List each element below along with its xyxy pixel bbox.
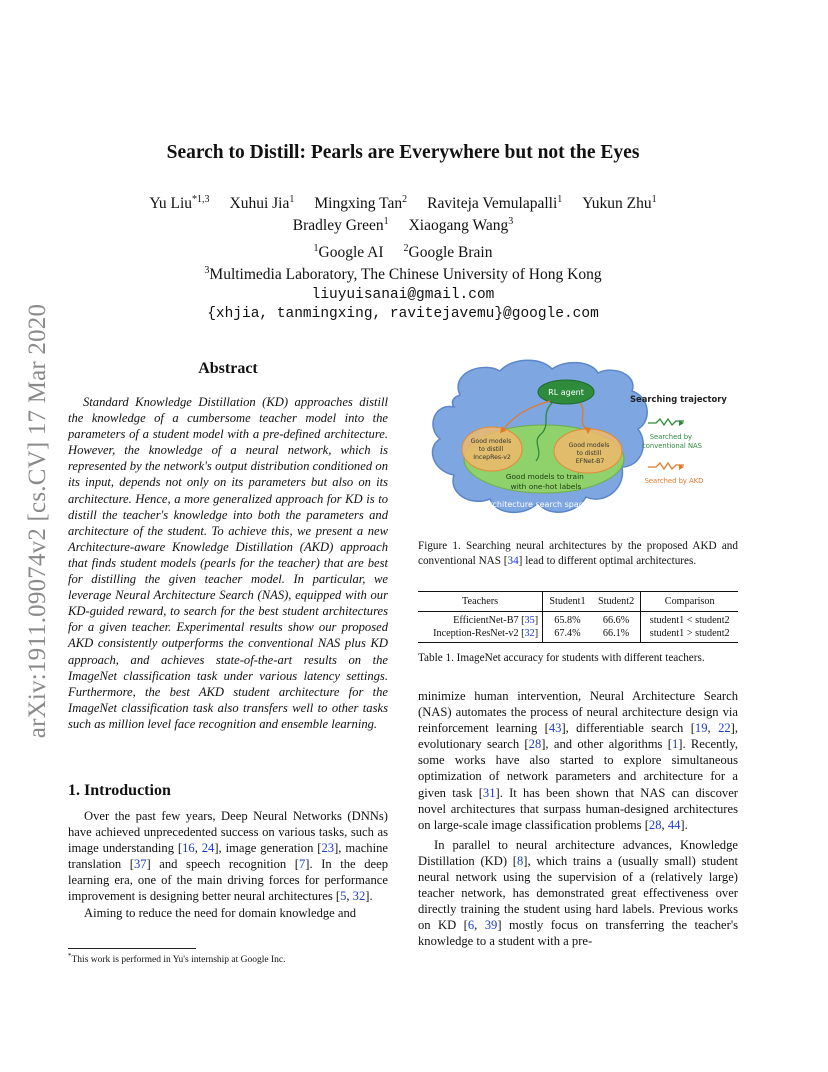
introduction-heading: 1. Introduction: [68, 782, 171, 799]
citation-link[interactable]: 1: [671, 737, 679, 752]
citation-link[interactable]: 44: [667, 817, 681, 832]
table-header-row: [418, 592, 738, 612]
author-sup: 1: [557, 194, 563, 205]
citation-link[interactable]: 35: [524, 615, 535, 626]
affiliations-line-2: [60, 265, 746, 284]
footnote-text: This work is performed in Yu's internship at Google Inc.: [71, 955, 286, 966]
table-cell-teacher: EfficientNet-B7 [35]: [418, 612, 543, 628]
author-entry: [409, 217, 514, 234]
citation-link[interactable]: 34: [507, 555, 519, 567]
incepres-label: Good models to distill IncepRes-v2: [470, 438, 512, 461]
citation-link[interactable]: 24: [201, 841, 215, 856]
author-name: Bradley Green: [292, 217, 384, 235]
footnote-rule: [68, 948, 196, 949]
author-sup: 1: [383, 216, 389, 227]
table-cell-teacher: Inception-ResNet-v2 [32]: [418, 627, 543, 643]
citation-link[interactable]: 6: [467, 918, 475, 933]
table-cell-comparison: student1 > student2: [641, 627, 738, 643]
affil-sup: 3: [204, 265, 210, 276]
table-header-comparison: Comparison: [641, 592, 738, 612]
table-header-teachers: Teachers: [418, 592, 543, 612]
citation-link[interactable]: 37: [133, 857, 147, 872]
citation-link[interactable]: 19: [694, 721, 708, 736]
efnet-label: Good models to distill EFNet-B7: [568, 442, 610, 465]
citation-link[interactable]: 16: [182, 841, 195, 856]
author-name: Xiaogang Wang: [408, 217, 509, 235]
abstract-heading: Abstract: [198, 360, 258, 377]
intro-paragraph-1: Over the past few years, Deep Neural Networks (DNNs) have achieved unprecedented success on various tasks, such as image understanding [16, 24], image generation [23], machine translation [37] and speech recognition [7]. In the deep learning era, one of the main driving forces for performance improvement is designing better neural architectures [5, 32].: [68, 809, 388, 904]
author-name: Yukun Zhu: [582, 195, 652, 213]
citation-link[interactable]: 31: [482, 785, 496, 800]
author-name: Mingxing Tan: [314, 195, 403, 213]
author-sup: 3: [508, 216, 514, 227]
teacher-name: Inception-ResNet-v2: [433, 628, 519, 639]
citation-link[interactable]: 8: [516, 853, 524, 868]
right-paragraph-1: minimize human intervention, Neural Architecture Search (NAS) automates the process of neural architecture design via reinforcement learning [43], differentiable search [19, 22], evolutionary search [28], and other algorithms [1]. Recently, some works have also started to explore simultaneous optimization of network parameters and architecture for a given task [31]. It has been shown that NAS can discover novel architectures that surpass human-designed architectures on large-scale image classification problems [28, 44].: [418, 689, 739, 832]
author-sup: *1,3: [192, 194, 210, 205]
intro-paragraph-2: Aiming to reduce the need for domain knowledge and: [84, 905, 357, 920]
footnote-mark: *: [68, 952, 72, 960]
author-name: Raviteja Vemulapalli: [427, 195, 558, 213]
figure-1-caption: Figure 1. Searching neural architectures by the proposed AKD and conventional NAS [34] lead to different optimal architectures.: [418, 540, 738, 567]
table-row: [418, 612, 738, 628]
author-sup: 2: [402, 194, 408, 205]
author-entry: [404, 244, 493, 261]
citation-link[interactable]: 32: [352, 889, 366, 904]
introduction-body: [68, 808, 388, 921]
table-header-student2: Student2: [592, 592, 641, 612]
legend-nas-arrow: [648, 419, 684, 425]
legend-akd-arrow: [648, 463, 684, 469]
citation-link[interactable]: 23: [321, 841, 335, 856]
author-entry: [582, 195, 656, 212]
arxiv-identifier: [18, 282, 58, 760]
figure-1: [420, 355, 750, 523]
citation-link[interactable]: 39: [484, 918, 498, 933]
author-sup: 1: [313, 243, 319, 254]
author-entry: [149, 195, 209, 212]
table-1-caption: Table 1. ImageNet accuracy for students with different teachers.: [418, 652, 705, 664]
arxiv-identifier-text: arXiv:1911.09074v2 [cs.CV] 17 Mar 2020: [24, 303, 51, 739]
table-cell-student2: 66.1%: [592, 627, 641, 643]
email-2: {xhjia, tanmingxing, ravitejavemu}@google.com: [207, 306, 599, 322]
author-name: Xuhui Jia: [229, 195, 290, 213]
table-1: [418, 591, 738, 643]
author-sup: 1: [651, 194, 657, 205]
table-cell-comparison: student1 < student2: [649, 615, 730, 626]
author-name: Google Brain: [408, 244, 493, 262]
paper-title: Search to Distill: Pearls are Everywhere but not the Eyes: [166, 142, 640, 163]
authors-line-1: [60, 194, 746, 213]
affiliations-line-1: [60, 243, 746, 262]
table-row: [418, 627, 738, 643]
author-entry: [293, 217, 389, 234]
searching-trajectory-label: Searching trajectory: [630, 394, 727, 404]
citation-link[interactable]: 22: [718, 721, 731, 736]
footnote: [68, 952, 398, 965]
citation-link[interactable]: 28: [528, 737, 542, 752]
author-name: Yu Liu: [149, 195, 193, 213]
onehot-label: Good models to train with one-hot labels: [505, 472, 584, 491]
citation-link[interactable]: 43: [548, 721, 562, 736]
table-cell-student1: 65.8%: [554, 615, 581, 626]
affil-name: Multimedia Laboratory, The Chinese University of Hong Kong: [209, 266, 602, 284]
author-entry: [230, 195, 295, 212]
author-sup: 1: [289, 194, 295, 205]
table-cell-student1: 67.4%: [543, 627, 592, 643]
author-sup: 2: [403, 243, 409, 254]
figure-1-diagram: [420, 355, 750, 523]
table-header-student1: Student1: [543, 592, 592, 612]
author-name: Google AI: [318, 244, 384, 262]
citation-link[interactable]: 7: [299, 857, 306, 872]
rl-agent-label: RL agent: [548, 388, 584, 397]
legend-akd-label: Searched by AKD: [644, 477, 704, 485]
table-cell-student2: 66.6%: [592, 612, 641, 628]
citation-link[interactable]: 28: [648, 817, 662, 832]
right-paragraph-2: In parallel to neural architecture advances, Knowledge Distillation (KD) [8], which trains a (usually small) student neural network using the supervision of a (relatively large) teacher network, has demonstrated great effectiveness over directly training the student using hard labels. Previous works on KD [6, 39] mostly focus on transferring the teacher's knowledge to a student with a pre-: [418, 837, 738, 949]
right-column-body: [418, 688, 738, 950]
author-entry: [427, 195, 562, 212]
citation-link[interactable]: 5: [340, 889, 347, 904]
search-space-label: Architecture search space: [483, 500, 589, 509]
author-entry: [314, 244, 384, 261]
teacher-name: EfficientNet-B7: [453, 615, 519, 626]
authors-line-2: [60, 216, 746, 235]
legend-nas-label: Searched by conventional NAS: [642, 433, 702, 450]
abstract-text: Standard Knowledge Distillation (KD) approaches distill the knowledge of a cumbersome teacher model into the parameters of a student model with a pre-defined architecture. However, the knowledge of a neural network, which is represented by the network's output distribution conditioned on its input, depends not only on its parameters but also on its architecture. Hence, a more generalized approach for KD is to distill the teacher's knowledge into both the parameters and architecture of the student. To achieve this, we present a new Architecture-aware Knowledge Distillation (AKD) approach that finds student models (pearls for the teacher) that are best for distilling the given teacher model. In particular, we leverage Neural Architecture Search (NAS), equipped with our KD-guided reward, to search for the best student architectures for a given teacher. Experimental results show our proposed AKD consistently outperforms the conventional NAS plus KD approach, and achieves state-of-the-art results on the ImageNet classification task under various latency settings. Furthermore, the best AKD student architecture for the ImageNet classification task also transfers well to other tasks such as million level face recognition and ensemble learning.: [68, 395, 388, 731]
citation-link[interactable]: 32: [524, 628, 535, 639]
author-entry: [314, 195, 407, 212]
email-1: liuyuisanai@gmail.com: [311, 287, 495, 303]
